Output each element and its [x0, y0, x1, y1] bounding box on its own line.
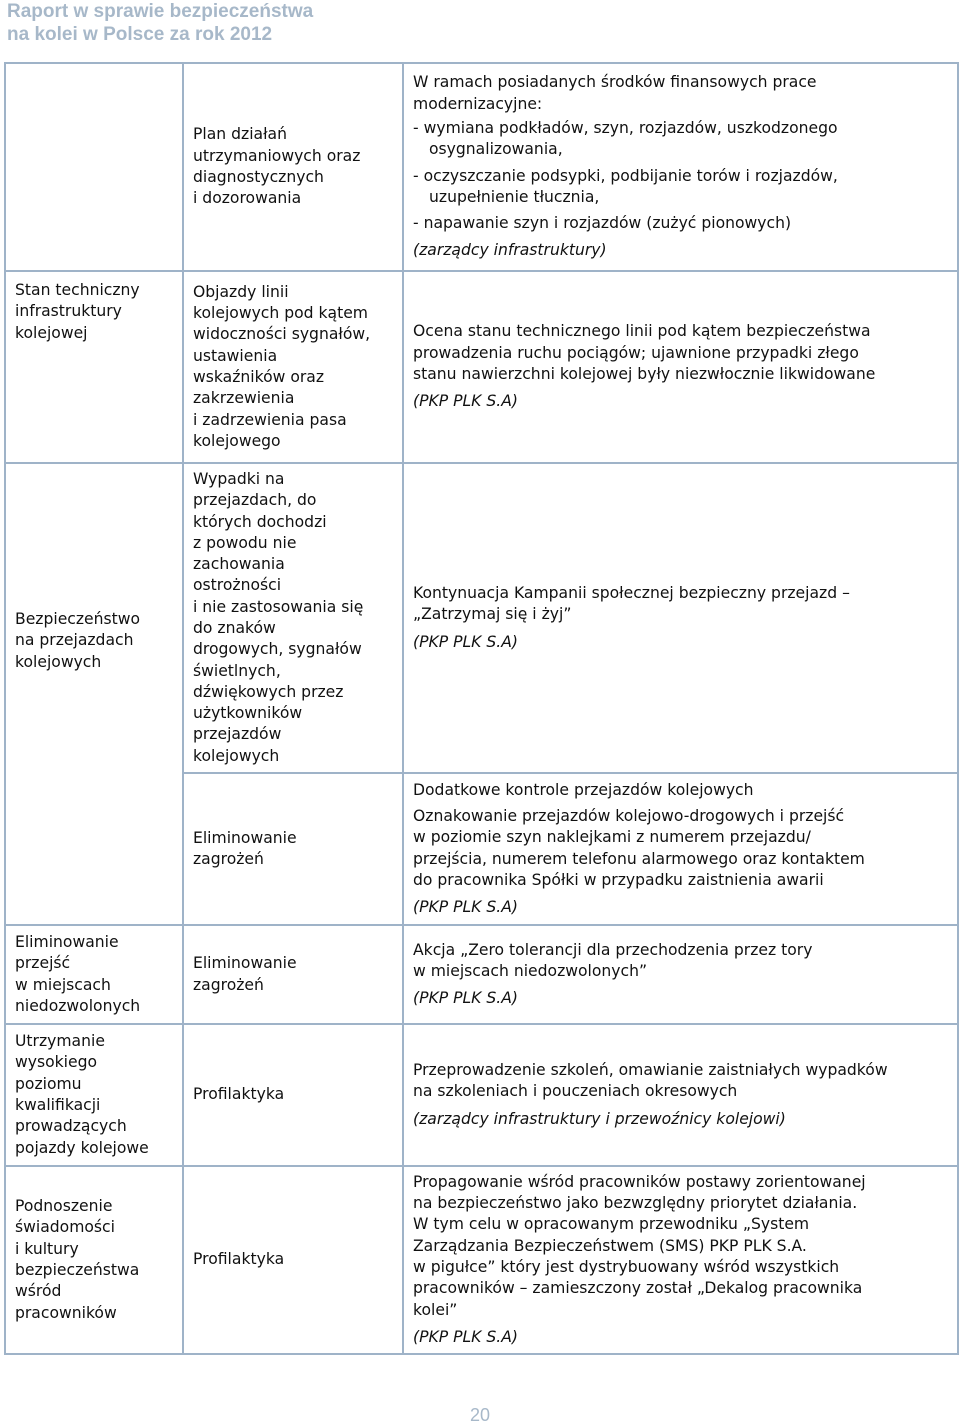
row-topic-cell	[5, 925, 183, 1024]
table-row	[5, 463, 958, 773]
table-row	[5, 63, 958, 271]
table-row	[5, 1024, 958, 1166]
row-issue: Wypadki na przejazdach, do których dochodzi z powodu nie zachowania ostrożności i nie zastosowania się do znaków drogowych, sygnałów świetlnych, dźwiękowych przez użytkowników przejazdów kolejowych	[193, 469, 364, 765]
action-text: Propagowanie wśród pracowników postawy zorientowanej na bezpieczeństwo jako bezwzględny priorytet działania. W tym celu w opracowanym przewodniku „System Zarządzania Bezpieczeństwem (SMS) PKP PLK S.A. w pigułce” który jest dystrybuowany wśród wszystkich pracowników – zamieszczony został „Dekalog pracownika kolei”	[413, 1172, 866, 1319]
table-row	[5, 271, 958, 463]
row-topic: Bezpieczeństwo na przejazdach kolejowych	[15, 610, 141, 671]
action-intro: W ramach posiadanych środków finansowych prace modernizacyjne:	[413, 73, 817, 113]
report-header	[7, 0, 313, 46]
row-topic: Stan techniczny infrastruktury kolejowej	[15, 281, 140, 342]
action-source: (PKP PLK S.A)	[413, 632, 518, 651]
row-issue: Eliminowanie zagrożeń	[193, 828, 297, 868]
row-topic-cell	[5, 463, 183, 925]
row-issue: Plan działań utrzymaniowych oraz diagnostycznych i dozorowania	[193, 125, 361, 208]
table-row	[5, 1166, 958, 1354]
row-topic: Utrzymanie wysokiego poziomu kwalifikacji prowadzących pojazdy kolejowe	[15, 1032, 149, 1157]
row-action-cell	[403, 925, 958, 1024]
action-item: - oczyszczanie podsypki, podbijanie torów i rozjazdów, uzupełnienie tłucznia,	[413, 166, 838, 206]
safety-measures-table	[4, 62, 959, 1355]
action-text: Ocena stanu technicznego linii pod kątem bezpieczeństwa prowadzenia ruchu pociągów; ujawnione przypadki złego stanu nawierzchni kolejowej były niezwłocznie likwidowane	[413, 322, 876, 383]
action-text: Oznakowanie przejazdów kolejowo-drogowych i przejść w poziomie szyn naklejkami z numerem przejazdu/ przejścia, numerem telefonu alarmowego oraz kontaktem do pracownika Spółki w przypadku zaistnienia awarii	[413, 806, 865, 889]
action-text: Akcja „Zero tolerancji dla przechodzenia przez tory w miejscach niedozwolonych”	[413, 940, 813, 980]
action-source: (PKP PLK S.A)	[413, 392, 518, 411]
row-action-cell	[403, 271, 958, 463]
row-issue-cell	[183, 463, 403, 773]
row-action-cell	[403, 463, 958, 773]
row-issue: Profilaktyka	[193, 1085, 285, 1104]
action-text: Kontynuacja Kampanii społecznej bezpieczny przejazd – „Zatrzymaj się i żyj”	[413, 584, 850, 624]
row-issue-cell	[183, 925, 403, 1024]
row-issue-cell	[183, 271, 403, 463]
header-title-line2: na kolei w Polsce za rok 2012	[7, 24, 273, 45]
action-source: (PKP PLK S.A)	[413, 989, 518, 1008]
header-title-line1: Raport w sprawie bezpieczeństwa	[7, 1, 314, 22]
page-number: 20	[469, 1405, 491, 1425]
row-issue-cell	[183, 63, 403, 271]
row-topic: Eliminowanie przejść w miejscach niedozwolonych	[15, 932, 141, 1015]
row-topic: Podnoszenie świadomości i kultury bezpieczeństwa wśród pracowników	[15, 1197, 140, 1322]
row-action-cell	[403, 1024, 958, 1166]
row-issue-cell	[183, 1024, 403, 1166]
row-topic-cell	[5, 63, 183, 271]
row-issue-cell	[183, 773, 403, 925]
row-issue: Profilaktyka	[193, 1250, 285, 1269]
row-topic-cell	[5, 1024, 183, 1166]
action-text: Przeprowadzenie szkoleń, omawianie zaistniałych wypadków na szkoleniach i pouczeniach okresowych	[413, 1061, 888, 1101]
action-source: (PKP PLK S.A)	[413, 898, 518, 917]
row-topic-cell	[5, 271, 183, 463]
row-topic-cell	[5, 1166, 183, 1354]
row-issue: Eliminowanie zagrożeń	[193, 954, 297, 994]
row-action-cell	[403, 1166, 958, 1354]
row-action-cell	[403, 63, 958, 271]
row-issue: Objazdy linii kolejowych pod kątem widoczności sygnałów, ustawienia wskaźników oraz zakrzewienia i zadrzewienia pasa kolejowego	[193, 282, 371, 450]
action-source: (PKP PLK S.A)	[413, 1327, 518, 1346]
table-row	[5, 925, 958, 1024]
row-issue-cell	[183, 1166, 403, 1354]
action-source: (zarządcy infrastruktury i przewoźnicy kolejowi)	[413, 1109, 786, 1128]
row-action-cell	[403, 773, 958, 925]
action-item: - wymiana podkładów, szyn, rozjazdów, uszkodzonego osygnalizowania,	[413, 118, 838, 159]
action-item: - napawanie szyn i rozjazdów (zużyć pionowych)	[413, 214, 792, 233]
action-line: Dodatkowe kontrole przejazdów kolejowych	[413, 780, 754, 799]
action-source: (zarządcy infrastruktury)	[413, 241, 607, 260]
